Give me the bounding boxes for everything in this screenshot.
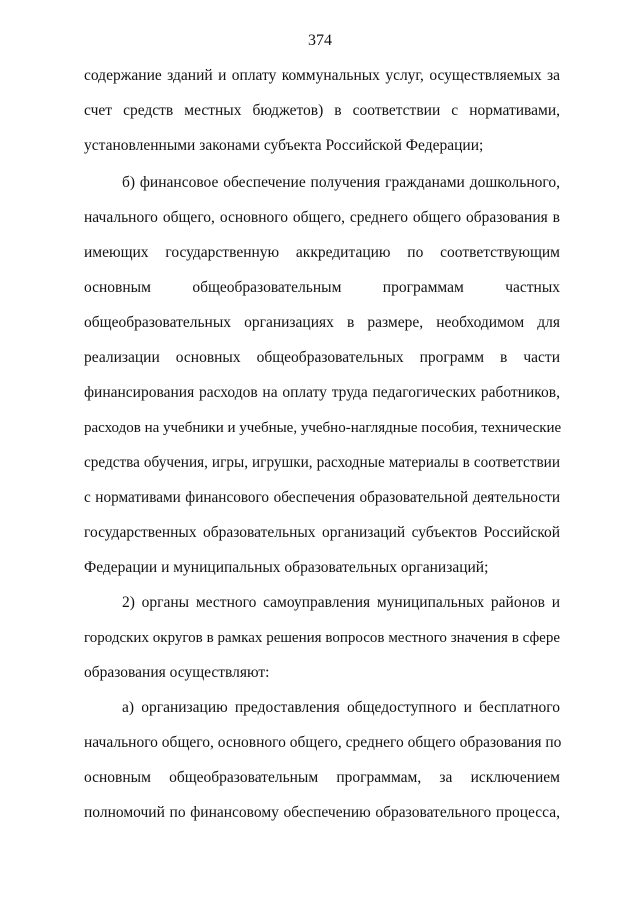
text-line: с нормативами финансового обеспечения образовательной деятельности [84, 489, 560, 506]
text-line: финансирования расходов на оплату труда педагогических работников, [84, 384, 560, 401]
paragraph-start-line: 2) органы местного самоуправления муниципальных районов и [122, 594, 560, 611]
text-line: установленными законами субъекта Российской Федерации; [84, 137, 484, 154]
paragraph-start-line: а) организацию предоставления общедоступного и бесплатного [122, 699, 560, 716]
text-line: государственных образовательных организаций субъектов Российской [84, 524, 560, 541]
text-line: основным общеобразовательным программам, за исключением [84, 769, 560, 786]
text-line: начального общего, основного общего, среднего общего образования в [84, 209, 560, 226]
text-line: расходов на учебники и учебные, учебно-наглядные пособия, технические [84, 420, 562, 436]
text-line: городских округов в рамках решения вопросов местного значения в сфере [84, 630, 560, 646]
paragraph-start-line: б) финансовое обеспечение получения гражданами дошкольного, [122, 174, 560, 191]
text-line: общеобразовательных организациях в размере, необходимом для [84, 314, 560, 331]
text-line: средства обучения, игры, игрушки, расходные материалы в соответствии [84, 454, 560, 471]
text-line: образования осуществляют: [84, 664, 270, 681]
text-line: Федерации и муниципальных образовательных организаций; [84, 559, 489, 576]
text-line: реализации основных общеобразовательных программ в части [84, 349, 560, 366]
page-number: 374 [308, 32, 332, 49]
text-line: счет средств местных бюджетов) в соответствии с нормативами, [84, 102, 560, 119]
text-line: полномочий по финансовому обеспечению образовательного процесса, [84, 804, 560, 821]
text-line: содержание зданий и оплату коммунальных услуг, осуществляемых за [84, 67, 560, 84]
text-line: имеющих государственную аккредитацию по соответствующим [84, 244, 560, 261]
text-line: начального общего, основного общего, среднего общего образования по [84, 734, 562, 751]
text-line: основным общеобразовательным программам частных [84, 279, 560, 296]
